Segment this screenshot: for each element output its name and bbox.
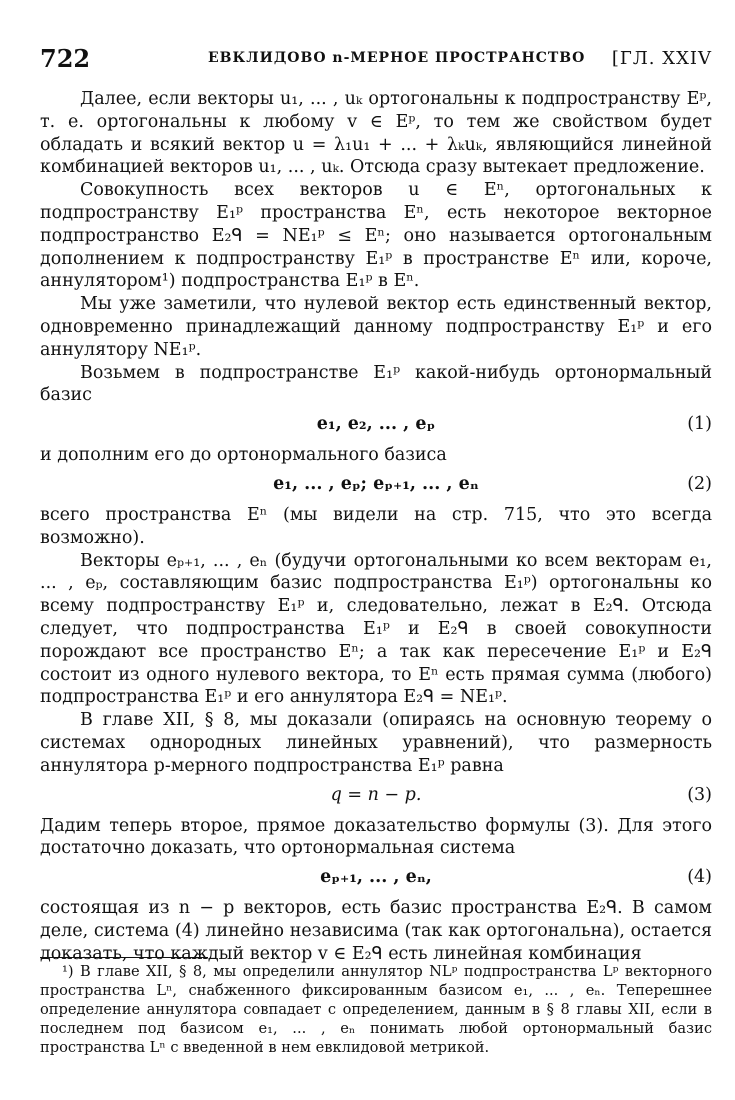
running-title: ЕВКЛИДОВО n-МЕРНОЕ ПРОСТРАНСТВО bbox=[208, 50, 586, 66]
equation-1-formula: e₁, e₂, ... , eₚ bbox=[316, 414, 436, 435]
chapter-label: [ГЛ. XXIV bbox=[611, 48, 712, 69]
paragraph-2: Совокупность всех векторов u ∈ Eⁿ, ортогональных к подпространству E₁ᵖ пространства Eⁿ, есть некоторое векторное подпространство E₂ᑫ = NE₁ᵖ ≤ Eⁿ; оно называется ортогональным дополнением к подпространству E₁ᵖ в пространстве Eⁿ или, короче, аннулятором¹) подпространства E₁ᵖ в Eⁿ. bbox=[40, 180, 712, 292]
paragraph-1: Далее, если векторы u₁, ... , uₖ ортогональны к подпространству Eᵖ, т. е. ортогональны к любому v ∈ Eᵖ, то тем же свойством будет обладать и всякий вектор u = λ₁u₁ + ... + λₖuₖ, являющийся линейной комбинацией векторов u₁, ... , uₖ. Отсюда сразу вытекает предложение. bbox=[40, 89, 712, 178]
equation-3-formula: q = n − p. bbox=[330, 784, 422, 805]
paragraph-7: Векторы eₚ₊₁, ... , eₙ (будучи ортогональными ко всем векторам e₁, ... , eₚ, составляющим базис подпространства E₁ᵖ) ортогональны ко всему подпространству E₁ᵖ и, следовательно, лежат в E₂ᑫ. Отсюда следует, что подпространства E₁ᵖ и E₂ᑫ в своей совокупности порождают все пространство Eⁿ; а так как пересечение E₁ᵖ и E₂ᑫ состоит из одного нулевого вектора, то Eⁿ есть прямая сумма (любого) подпространства E₁ᵖ и его аннулятора E₂ᑫ = NE₁ᵖ. bbox=[40, 550, 712, 708]
paragraph-4: Возьмем в подпространстве E₁ᵖ какой-нибудь ортонормальный базис bbox=[40, 362, 712, 406]
footnote bbox=[40, 962, 712, 1057]
equation-1 bbox=[40, 408, 712, 443]
equation-2 bbox=[40, 468, 712, 503]
running-header bbox=[40, 44, 712, 74]
equation-4 bbox=[40, 861, 712, 896]
paragraph-8: В главе XII, § 8, мы доказали (опираясь на основную теорему о системах однородных линейных уравнений), что размерность аннулятора p-мерного подпространства E₁ᵖ равна bbox=[40, 710, 712, 776]
paragraph-5: и дополним его до ортонормального базиса bbox=[40, 445, 447, 466]
equation-3-number: (3) bbox=[687, 784, 712, 805]
equation-4-number: (4) bbox=[687, 867, 712, 888]
paragraph-6: всего пространства Eⁿ (мы видели на стр. 715, что это всегда возможно). bbox=[40, 504, 712, 548]
paragraph-3: Мы уже заметили, что нулевой вектор есть единственный вектор, одновременно принадлежащий данному подпространству E₁ᵖ и его аннулятору NE₁ᵖ. bbox=[40, 294, 712, 360]
equation-1-number: (1) bbox=[687, 414, 712, 435]
equation-2-formula: e₁, ... , eₚ; eₚ₊₁, ... , eₙ bbox=[273, 473, 479, 494]
paragraph-9: Дадим теперь второе, прямое доказательство формулы (3). Для этого достаточно доказать, что ортонормальная система bbox=[40, 815, 712, 859]
footnote-rule bbox=[40, 957, 208, 958]
page-number: 722 bbox=[40, 44, 91, 73]
paragraph-10: состоящая из n − p векторов, есть базис пространства E₂ᑫ. В самом деле, система (4) линейно независима (так как ортогональна), остается доказать, что каждый вектор v ∈ E₂ᑫ есть линейная комбинация bbox=[40, 898, 712, 964]
equation-4-formula: eₚ₊₁, ... , eₙ, bbox=[320, 867, 432, 888]
body-text bbox=[40, 88, 712, 966]
equation-2-number: (2) bbox=[687, 473, 712, 494]
equation-3 bbox=[40, 779, 712, 814]
footnote-text: ¹) В главе XII, § 8, мы определили аннулятор NLᵖ подпространства Lᵖ векторного пространства Lⁿ, снабженного фиксированным базисом e₁, ... , eₙ. Теперешнее определение аннулятора совпадает с определением, данным в § 8 главы XII, если в последнем под базисом e₁, ... , eₙ понимать любой ортонормальный базис пространства Lⁿ с введенной в нем евклидовой метрикой. bbox=[40, 963, 712, 1056]
